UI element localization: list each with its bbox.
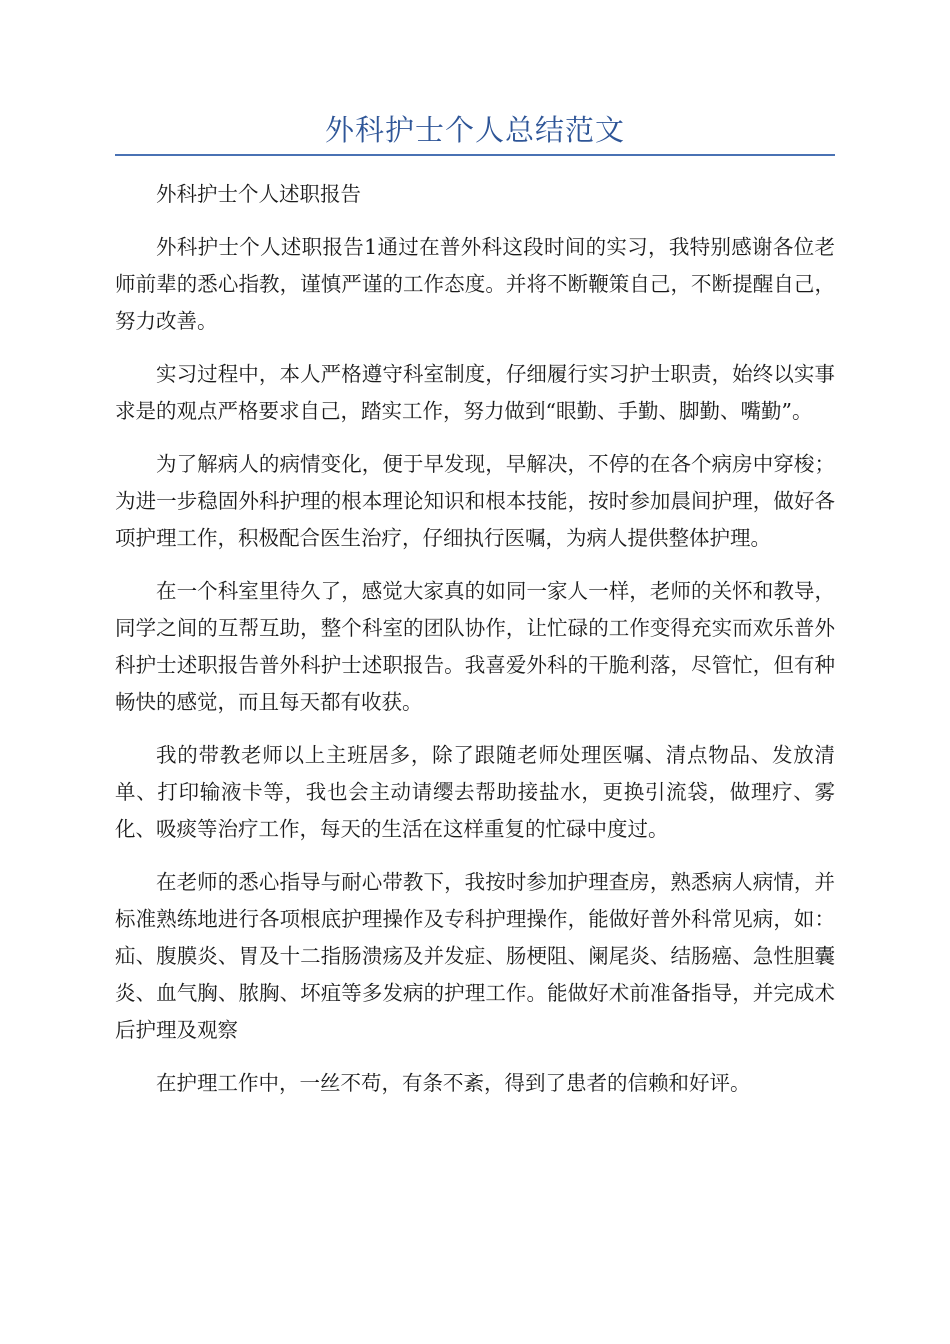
- paragraph: 实习过程中，本人严格遵守科室制度，仔细履行实习护士职责，始终以实事求是的观点严格要求自己，踏实工作，努力做到“眼勤、手勤、脚勤、嘴勤”。: [115, 362, 835, 423]
- paragraph: 外科护士个人述职报告1通过在普外科这段时间的实习，我特别感谢各位老师前辈的悉心指教，谨慎严谨的工作态度。并将不断鞭策自己，不断提醒自己，努力改善。: [115, 235, 835, 333]
- paragraph: 在一个科室里待久了，感觉大家真的如同一家人一样，老师的关怀和教导，同学之间的互帮互助，整个科室的团队协作，让忙碌的工作变得充实而欢乐普外科护士述职报告普外科护士述职报告。我喜爱外科的干脆利落，尽管忙，但有种畅快的感觉，而且每天都有收获。: [115, 579, 835, 714]
- paragraph: 为了解病人的病情变化，便于早发现，早解决，不停的在各个病房中穿梭；为进一步稳固外科护理的根本理论知识和根本技能，按时参加晨间护理，做好各项护理工作，积极配合医生治疗，仔细执行医嘱，为病人提供整体护理。: [115, 452, 835, 550]
- paragraph: 在护理工作中，一丝不苟，有条不紊，得到了患者的信赖和好评。: [156, 1071, 751, 1095]
- paragraph: 在老师的悉心指导与耐心带教下，我按时参加护理查房，熟悉病人病情，并标准熟练地进行各项根底护理操作及专科护理操作，能做好普外科常见病，如：疝、腹膜炎、胃及十二指肠溃疡及并发症、肠梗阻、阑尾炎、结肠癌、急性胆囊炎、血气胸、脓胸、坏疽等多发病的护理工作。能做好术前准备指导，并完成术后护理及观察: [115, 870, 835, 1042]
- title-underline: [115, 154, 835, 156]
- document-title: 外科护士个人总结范文: [324, 113, 625, 147]
- paragraph-subtitle: 外科护士个人述职报告: [156, 182, 361, 206]
- document-body: [115, 176, 835, 1118]
- paragraph: 我的带教老师以上主班居多，除了跟随老师处理医嘱、清点物品、发放清单、打印输液卡等，我也会主动请缨去帮助接盐水，更换引流袋，做理疗、雾化、吸痰等治疗工作，每天的生活在这样重复的忙碌中度过。: [115, 743, 835, 841]
